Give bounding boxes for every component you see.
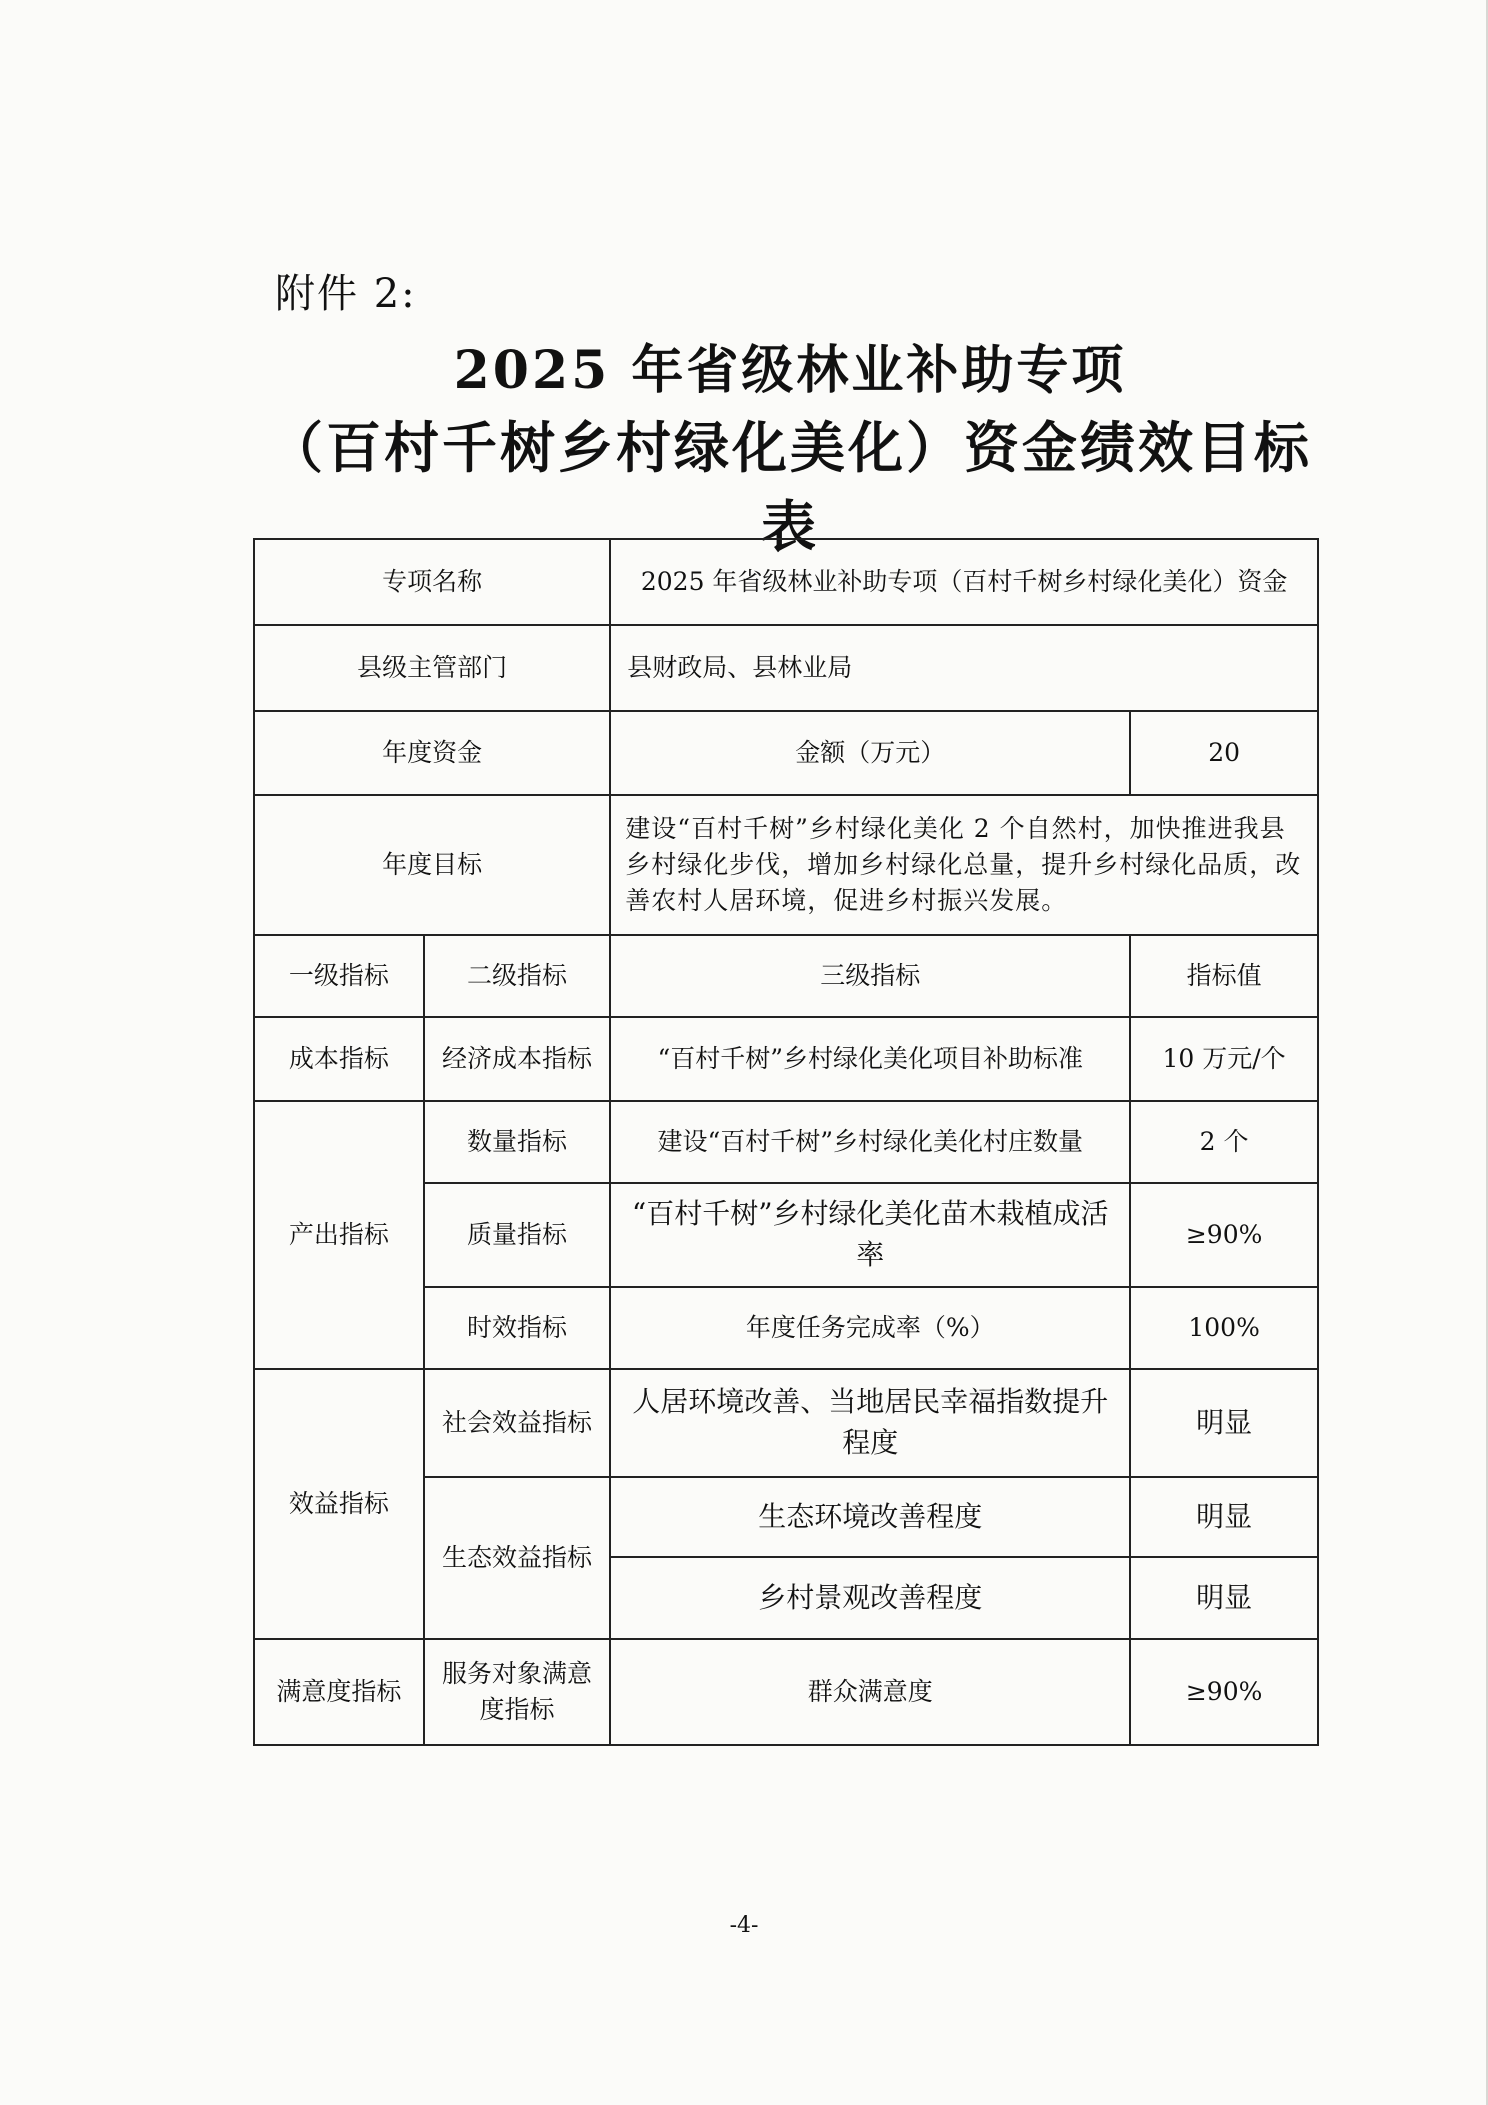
benefit-eco-level2: 生态效益指标 (424, 1477, 611, 1639)
annual-goal-label: 年度目标 (254, 795, 610, 935)
output-timeliness-value: 100% (1130, 1287, 1318, 1369)
cost-level3: “百村千树”乡村绿化美化项目补助标准 (610, 1017, 1130, 1101)
output-level1: 产出指标 (254, 1101, 424, 1369)
page-number: -4- (729, 1913, 759, 1938)
cost-value: 10 万元/个 (1130, 1017, 1318, 1101)
table-header-row (254, 935, 1318, 1017)
output-quantity-level3: 建设“百村千树”乡村绿化美化村庄数量 (610, 1101, 1130, 1183)
satisfaction-level2: 服务对象满意度指标 (424, 1639, 611, 1745)
cost-level2: 经济成本指标 (424, 1017, 611, 1101)
annual-fund-label: 年度资金 (254, 711, 610, 795)
header-level2: 二级指标 (424, 935, 611, 1017)
output-quantity-level2: 数量指标 (424, 1101, 611, 1183)
project-name-value: 2025 年省级林业补助专项（百村千树乡村绿化美化）资金 (610, 539, 1318, 625)
satisfaction-level1: 满意度指标 (254, 1639, 424, 1745)
benefit-eco1-value: 明显 (1130, 1477, 1318, 1557)
output-timeliness-level2: 时效指标 (424, 1287, 611, 1369)
benefit-eco2-level3: 乡村景观改善程度 (610, 1557, 1130, 1639)
table-row (254, 1369, 1318, 1477)
benefit-eco2-value: 明显 (1130, 1557, 1318, 1639)
title-line-1: 2025 年省级林业补助专项 (453, 340, 1127, 401)
benefit-level1: 效益指标 (254, 1369, 424, 1639)
table-row (254, 625, 1318, 711)
performance-table (253, 538, 1319, 1746)
cost-level1: 成本指标 (254, 1017, 424, 1101)
project-name-label: 专项名称 (254, 539, 610, 625)
annual-goal-value: 建设“百村千树”乡村绿化美化 2 个自然村，加快推进我县乡村绿化步伐，增加乡村绿化总量，提升乡村绿化品质，改善农村人居环境，促进乡村振兴发展。 (610, 795, 1318, 935)
output-quantity-value: 2 个 (1130, 1101, 1318, 1183)
benefit-social-value: 明显 (1130, 1369, 1318, 1477)
table-row (254, 1101, 1318, 1183)
dept-value: 县财政局、县林业局 (610, 625, 1318, 711)
dept-label: 县级主管部门 (254, 625, 610, 711)
benefit-social-level2: 社会效益指标 (424, 1369, 611, 1477)
table-row (254, 1639, 1318, 1745)
output-timeliness-level3: 年度任务完成率（%） (610, 1287, 1130, 1369)
header-level3: 三级指标 (610, 935, 1130, 1017)
table-row (254, 1017, 1318, 1101)
amount-label: 金额（万元） (610, 711, 1130, 795)
output-quality-level2: 质量指标 (424, 1183, 611, 1287)
satisfaction-level3: 群众满意度 (610, 1639, 1130, 1745)
satisfaction-value: ≥90% (1130, 1639, 1318, 1745)
header-value: 指标值 (1130, 935, 1318, 1017)
title-line-2: （百村千树乡村绿化美化）资金绩效目标表 (267, 415, 1312, 559)
benefit-social-level3: 人居环境改善、当地居民幸福指数提升程度 (610, 1369, 1130, 1477)
output-quality-value: ≥90% (1130, 1183, 1318, 1287)
amount-value: 20 (1130, 711, 1318, 795)
table-row (254, 539, 1318, 625)
table-row (254, 795, 1318, 935)
header-level1: 一级指标 (254, 935, 424, 1017)
table-row (254, 711, 1318, 795)
output-quality-level3: “百村千树”乡村绿化美化苗木栽植成活率 (610, 1183, 1130, 1287)
attachment-label: 附件 2: (275, 271, 417, 317)
benefit-eco1-level3: 生态环境改善程度 (610, 1477, 1130, 1557)
